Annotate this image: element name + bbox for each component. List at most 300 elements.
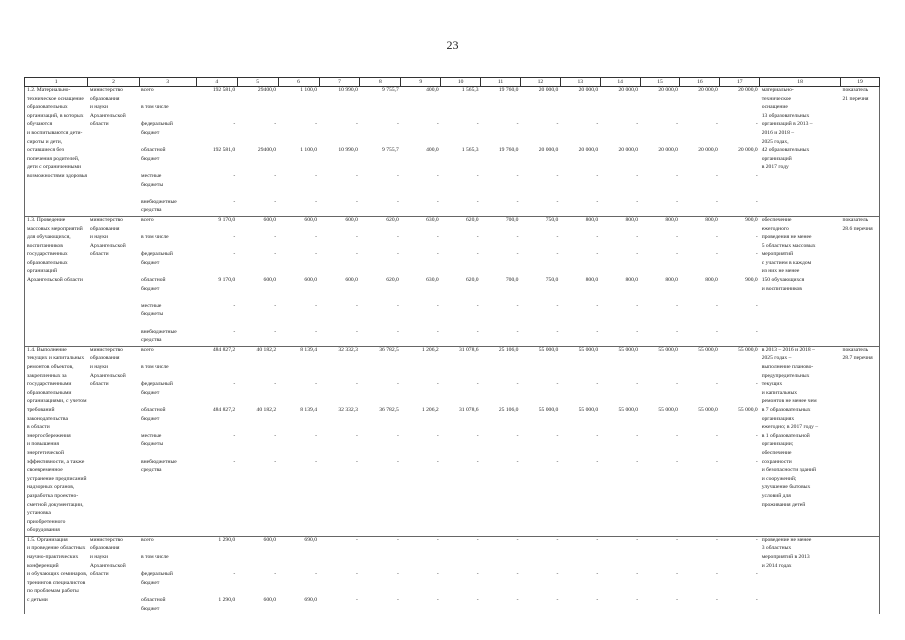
amount-cell: - <box>715 432 718 439</box>
amount-cell: 55 000,0 <box>578 406 599 413</box>
amount-cell: - <box>636 302 639 309</box>
amount-cell <box>278 545 319 554</box>
amount-cell: - <box>636 251 639 258</box>
amount-cell <box>196 424 237 433</box>
funding-source-cell: в том числе <box>141 364 169 370</box>
amount-cell <box>360 96 401 105</box>
funding-source-cell: средства <box>141 337 162 344</box>
funding-source-cell <box>139 527 196 536</box>
measure-cell: текущих и капитальных <box>25 355 88 364</box>
expected-result-cell: организациях <box>761 415 795 422</box>
expected-result-cell: в 1 образовательной <box>761 432 810 439</box>
executor-cell <box>88 207 139 216</box>
executor-cell <box>88 588 139 597</box>
amount-cell <box>401 606 441 615</box>
table-row <box>25 476 880 485</box>
amount-cell <box>520 606 560 615</box>
amount-cell: 9 170,0 <box>218 277 236 284</box>
executor-cell <box>88 320 139 329</box>
executor-cell: Архангельской <box>89 242 126 249</box>
measure-cell: воспитанников <box>25 243 88 252</box>
amount-cell: 20 000,0 <box>698 147 718 154</box>
amount-cell <box>319 243 360 252</box>
amount-cell <box>680 441 720 450</box>
funding-source-cell <box>139 476 196 485</box>
amount-cell <box>278 243 319 252</box>
amount-cell: - <box>274 432 277 439</box>
amount-cell <box>481 139 521 148</box>
amount-cell <box>278 294 319 303</box>
amount-cell <box>640 563 680 572</box>
executor-cell <box>88 147 139 156</box>
expected-result-cell: в 2013 – 2016 и 2018 – <box>760 346 841 355</box>
amount-cell <box>319 294 360 303</box>
amount-cell <box>640 416 680 425</box>
amount-cell <box>560 545 600 554</box>
measure-cell: ремонтов объектов, <box>25 364 88 373</box>
table-row <box>25 113 880 122</box>
amount-cell <box>600 243 640 252</box>
amount-cell: - <box>636 381 639 388</box>
amount-cell <box>680 355 720 364</box>
amount-cell <box>441 139 481 148</box>
amount-cell: 600,0 <box>345 277 358 284</box>
amount-cell: - <box>516 381 519 388</box>
measure-cell: оставшиеся без <box>25 147 88 156</box>
amount-cell: - <box>274 571 277 578</box>
indicator-link-cell <box>840 416 879 425</box>
amount-cell <box>441 190 481 199</box>
amount-cell: - <box>755 302 758 309</box>
amount-cell <box>401 130 441 139</box>
table-row <box>25 364 880 373</box>
amount-cell <box>600 286 640 295</box>
amount-cell: 1 290,0 <box>218 597 236 604</box>
table-row <box>25 96 880 105</box>
amount-cell: - <box>596 571 599 578</box>
amount-cell: 55 000,0 <box>520 346 560 355</box>
amount-cell <box>441 527 481 536</box>
expected-result-cell: оснащение <box>761 104 788 111</box>
amount-cell <box>278 563 319 572</box>
amount-cell <box>196 320 237 329</box>
amount-cell: - <box>476 571 479 578</box>
amount-cell <box>319 156 360 165</box>
funding-source-cell <box>139 294 196 303</box>
expected-result-cell: предупредительных <box>761 372 810 379</box>
amount-cell <box>481 493 521 502</box>
amount-cell <box>720 545 760 554</box>
amount-cell <box>680 373 720 382</box>
executor-cell <box>88 580 139 589</box>
indicator-link-cell: 21 перечня <box>840 96 879 105</box>
amount-cell <box>237 268 278 277</box>
amount-cell <box>720 164 760 173</box>
expected-result-cell: проживания детей <box>761 501 806 508</box>
indicator-link-cell <box>840 303 879 312</box>
amount-cell <box>441 311 481 320</box>
expected-result-cell: выполнение планово- <box>761 364 814 370</box>
amount-cell <box>520 441 560 450</box>
amount-cell <box>441 416 481 425</box>
table-row <box>25 390 880 399</box>
amount-cell <box>481 484 521 493</box>
amount-cell <box>520 226 560 235</box>
table-row <box>25 190 880 199</box>
amount-cell: 9 755,7 <box>382 147 399 154</box>
indicator-link-cell <box>840 373 879 382</box>
amount-cell <box>720 320 760 329</box>
indicator-link-cell <box>840 459 879 468</box>
amount-cell <box>640 113 680 122</box>
amount-cell <box>360 580 401 589</box>
measure-cell: образовательных <box>25 260 88 269</box>
amount-cell <box>319 226 360 235</box>
amount-cell <box>600 113 640 122</box>
amount-cell: 600,0 <box>304 277 318 284</box>
amount-cell <box>278 113 319 122</box>
amount-cell <box>237 484 278 493</box>
expected-result-cell: 2025 годах, <box>761 138 789 145</box>
amount-cell: - <box>396 597 399 604</box>
funding-source-cell: бюджет <box>141 129 160 136</box>
amount-cell <box>360 441 401 450</box>
amount-cell <box>640 502 680 511</box>
amount-cell <box>720 96 760 105</box>
amount-cell: - <box>636 172 639 179</box>
amount-cell <box>481 580 521 589</box>
expected-result-cell <box>760 173 841 182</box>
expected-result-cell: 2016 и 2018 – <box>761 129 795 136</box>
amount-cell <box>360 519 401 528</box>
amount-cell: - <box>396 121 399 128</box>
measure-cell <box>25 329 88 338</box>
amount-cell: - <box>441 536 481 545</box>
amount-cell <box>401 164 441 173</box>
indicator-link-cell <box>840 450 879 459</box>
funding-source-cell: внебюджетные <box>141 328 177 335</box>
executor-cell <box>88 467 139 476</box>
executor-cell <box>88 303 139 312</box>
amount-cell: 620,0 <box>386 277 399 284</box>
amount-cell: - <box>715 121 718 128</box>
expected-result-cell: улучшение бытовых <box>761 484 811 491</box>
amount-cell <box>237 156 278 165</box>
amount-cell <box>441 286 481 295</box>
measure-cell: эффективности, а также <box>25 459 88 468</box>
indicator-link-cell <box>840 329 879 338</box>
amount-cell: - <box>233 458 236 465</box>
amount-cell: 8 139,4 <box>300 406 318 413</box>
funding-source-cell <box>139 563 196 572</box>
amount-cell <box>401 554 441 563</box>
executor-cell: образования <box>89 545 120 552</box>
amount-cell <box>520 243 560 252</box>
amount-cell <box>441 390 481 399</box>
measure-cell: попечения родителей, <box>25 156 88 165</box>
amount-cell <box>401 545 441 554</box>
amount-cell <box>360 563 401 572</box>
funding-source-cell: бюджет <box>141 285 160 292</box>
indicator-link-cell <box>840 320 879 329</box>
amount-cell: - <box>596 251 599 258</box>
amount-cell: 8 139,4 <box>278 346 319 355</box>
funding-source-cell: всего <box>139 87 196 96</box>
amount-cell: 55 000,0 <box>658 406 678 413</box>
amount-cell: 620,0 <box>441 216 481 225</box>
amount-cell: - <box>715 198 718 205</box>
amount-cell <box>680 450 720 459</box>
indicator-link-cell <box>840 130 879 139</box>
amount-cell <box>600 554 640 563</box>
amount-cell: 55 000,0 <box>698 406 718 413</box>
amount-cell <box>520 484 560 493</box>
measure-cell: энергетической <box>25 450 88 459</box>
amount-cell: - <box>481 536 521 545</box>
amount-cell <box>401 580 441 589</box>
executor-cell <box>88 450 139 459</box>
amount-cell <box>278 364 319 373</box>
amount-cell <box>520 182 560 191</box>
amount-cell <box>278 467 319 476</box>
amount-cell: - <box>715 381 718 388</box>
amount-cell <box>278 286 319 295</box>
amount-cell <box>560 580 600 589</box>
amount-cell <box>237 554 278 563</box>
amount-cell <box>481 390 521 399</box>
funding-source-cell: в том числе <box>141 234 169 241</box>
table-row <box>25 311 880 320</box>
amount-cell: 25 106,0 <box>481 346 521 355</box>
amount-cell: 20 000,0 <box>720 87 760 96</box>
table-row <box>25 294 880 303</box>
measure-cell: своевременное <box>25 467 88 476</box>
amount-cell: - <box>315 302 318 309</box>
amount-cell: 600,0 <box>278 216 319 225</box>
executor-cell: образования <box>89 95 120 102</box>
amount-cell <box>401 104 441 113</box>
amount-cell <box>720 294 760 303</box>
indicator-link-cell <box>840 502 879 511</box>
amount-cell <box>720 139 760 148</box>
amount-cell <box>196 527 237 536</box>
expected-result-cell: в 2017 году <box>761 164 789 171</box>
amount-cell <box>237 416 278 425</box>
executor-cell <box>88 130 139 139</box>
amount-cell <box>401 364 441 373</box>
amount-cell <box>319 96 360 105</box>
table-row <box>25 139 880 148</box>
amount-cell <box>560 398 600 407</box>
measure-cell: сметной документации, <box>25 502 88 511</box>
executor-cell <box>88 311 139 320</box>
executor-cell <box>88 416 139 425</box>
amount-cell <box>360 156 401 165</box>
amount-cell <box>640 510 680 519</box>
expected-result-cell: 13 образовательных <box>761 112 810 119</box>
amount-cell: - <box>401 536 441 545</box>
amount-cell <box>720 182 760 191</box>
amount-cell: - <box>356 172 358 179</box>
amount-cell <box>520 139 560 148</box>
amount-cell <box>237 207 278 216</box>
expected-result-cell: 150 обучающихся <box>761 277 805 284</box>
amount-cell <box>600 527 640 536</box>
amount-cell <box>237 182 278 191</box>
indicator-link-cell <box>840 510 879 519</box>
funding-source-cell: областной <box>141 147 166 154</box>
amount-cell <box>401 96 441 105</box>
amount-cell: 800,0 <box>680 216 720 225</box>
measure-cell: приобретенного <box>25 519 88 528</box>
amount-cell <box>520 337 560 346</box>
table-row <box>25 597 880 606</box>
amount-cell: - <box>676 121 678 128</box>
column-number-17: 17 <box>720 78 760 87</box>
expected-result-cell <box>760 190 841 199</box>
measure-cell <box>25 182 88 191</box>
amount-cell: - <box>436 251 439 258</box>
amount-cell: - <box>720 536 760 545</box>
indicator-link-cell <box>840 139 879 148</box>
amount-cell <box>319 606 360 615</box>
amount-cell <box>640 467 680 476</box>
amount-cell <box>560 156 600 165</box>
amount-cell <box>560 320 600 329</box>
amount-cell <box>319 588 360 597</box>
amount-cell <box>196 355 237 364</box>
amount-cell <box>560 182 600 191</box>
amount-cell <box>360 476 401 485</box>
funding-source-cell <box>139 226 196 235</box>
expected-result-cell: проведения не менее <box>761 234 812 241</box>
funding-source-cell <box>139 190 196 199</box>
amount-cell <box>441 294 481 303</box>
amount-cell <box>196 545 237 554</box>
amount-cell: - <box>396 571 399 578</box>
table-row <box>25 260 880 269</box>
amount-cell: 620,0 <box>360 216 401 225</box>
amount-cell <box>441 104 481 113</box>
amount-cell: - <box>715 597 718 604</box>
amount-cell <box>481 182 521 191</box>
amount-cell <box>441 164 481 173</box>
amount-cell: - <box>315 458 318 465</box>
amount-cell <box>600 190 640 199</box>
amount-cell: - <box>315 381 318 388</box>
expected-result-cell <box>760 182 841 191</box>
amount-cell <box>680 493 720 502</box>
amount-cell <box>640 364 680 373</box>
amount-cell <box>481 398 521 407</box>
amount-cell <box>560 519 600 528</box>
amount-cell: 192 581,0 <box>212 147 236 154</box>
amount-cell <box>401 502 441 511</box>
amount-cell <box>600 320 640 329</box>
amount-cell <box>520 156 560 165</box>
table-row <box>25 104 880 113</box>
amount-cell <box>520 527 560 536</box>
amount-cell <box>237 398 278 407</box>
amount-cell: - <box>715 302 718 309</box>
amount-cell: - <box>315 172 318 179</box>
amount-cell: 55 000,0 <box>640 346 680 355</box>
amount-cell: 29400,0 <box>257 147 277 154</box>
amount-cell: - <box>520 536 560 545</box>
amount-cell: 9 755,7 <box>360 87 401 96</box>
amount-cell <box>640 355 680 364</box>
amount-cell: - <box>596 302 599 309</box>
amount-cell: 55 000,0 <box>600 346 640 355</box>
amount-cell <box>481 207 521 216</box>
measure-cell: по проблемам работы <box>25 588 88 597</box>
amount-cell: - <box>556 302 559 309</box>
amount-cell <box>401 416 441 425</box>
amount-cell <box>196 416 237 425</box>
table-row <box>25 424 880 433</box>
amount-cell: - <box>636 432 639 439</box>
amount-cell: - <box>596 172 599 179</box>
amount-cell: - <box>356 597 358 604</box>
indicator-link-cell <box>840 580 879 589</box>
funding-source-cell: в том числе <box>141 104 169 111</box>
amount-cell <box>441 580 481 589</box>
amount-cell <box>680 337 720 346</box>
amount-cell <box>196 130 237 139</box>
table-row <box>25 588 880 597</box>
amount-cell: - <box>556 172 559 179</box>
amount-cell <box>520 355 560 364</box>
amount-cell <box>600 156 640 165</box>
amount-cell <box>319 563 360 572</box>
amount-cell <box>360 390 401 399</box>
amount-cell: - <box>476 251 479 258</box>
amount-cell <box>278 527 319 536</box>
executor-cell <box>88 502 139 511</box>
amount-cell <box>319 104 360 113</box>
amount-cell <box>237 243 278 252</box>
expected-result-cell: и сооружений; <box>761 475 797 482</box>
executor-cell: образования <box>89 225 120 232</box>
amount-cell <box>680 164 720 173</box>
amount-cell: 1 100,0 <box>278 87 319 96</box>
amount-cell <box>560 190 600 199</box>
amount-cell <box>196 182 237 191</box>
amount-cell <box>640 286 680 295</box>
funding-source-cell <box>139 502 196 511</box>
measure-cell <box>25 207 88 216</box>
executor-cell <box>88 286 139 295</box>
indicator-link-cell <box>840 381 879 390</box>
amount-cell: - <box>274 198 277 205</box>
amount-cell <box>196 606 237 615</box>
amount-cell <box>720 416 760 425</box>
expected-result-cell <box>760 303 841 312</box>
amount-cell <box>278 182 319 191</box>
amount-cell: - <box>715 234 718 241</box>
amount-cell <box>278 207 319 216</box>
amount-cell: 20 000,0 <box>520 87 560 96</box>
amount-cell <box>481 545 521 554</box>
amount-cell: - <box>680 536 720 545</box>
amount-cell: - <box>715 251 718 258</box>
amount-cell: 31 078,6 <box>459 406 479 413</box>
amount-cell <box>401 156 441 165</box>
amount-cell: - <box>274 172 277 179</box>
funding-source-cell: бюджет <box>141 259 160 266</box>
indicator-link-cell <box>840 563 879 572</box>
measure-cell: установка <box>25 510 88 519</box>
